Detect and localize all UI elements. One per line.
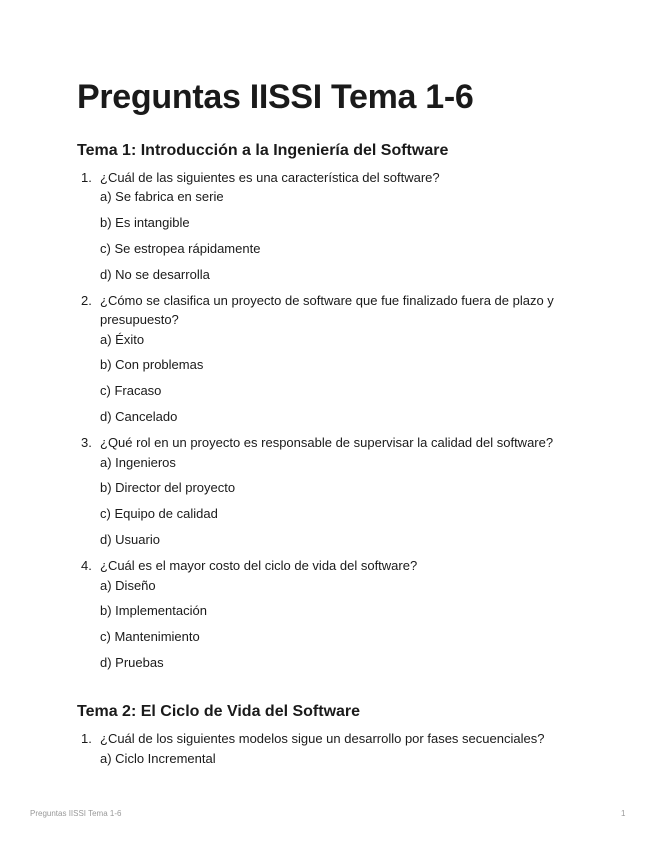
page-title: Preguntas IISSI Tema 1-6 xyxy=(77,78,474,116)
question-number: 3. xyxy=(81,435,92,451)
answer-option: d) Usuario xyxy=(100,531,160,547)
question-item xyxy=(77,291,597,426)
answer-option: d) No se desarrolla xyxy=(100,266,210,282)
question-item xyxy=(77,433,597,549)
question-text: ¿Cuál de los siguientes modelos sigue un desarrollo por fases secuenciales? xyxy=(100,731,545,747)
question-list xyxy=(77,729,597,768)
answer-option: c) Equipo de calidad xyxy=(100,506,218,522)
answer-option: d) Cancelado xyxy=(100,408,178,424)
question-number: 1. xyxy=(81,170,92,185)
question-number: 1. xyxy=(81,731,92,747)
question-item xyxy=(77,556,597,672)
answer-option: a) Ciclo Incremental xyxy=(100,750,216,766)
answer-option: a) Éxito xyxy=(100,331,145,347)
question-text: ¿Qué rol en un proyecto es responsable de supervisar la calidad del software? xyxy=(100,435,554,451)
answer-option: b) Implementación xyxy=(100,603,207,619)
document-content xyxy=(77,140,597,775)
question-item xyxy=(77,168,597,284)
question-number: 4. xyxy=(81,558,92,574)
page-number: 1 xyxy=(621,809,626,818)
question-text: ¿Cuál de las siguientes es una característica del software? xyxy=(100,170,440,185)
question-list xyxy=(77,168,597,672)
question-number: 2. xyxy=(81,292,92,308)
answer-option: c) Fracaso xyxy=(100,383,162,399)
answer-option: b) Con problemas xyxy=(100,357,204,373)
answer-option: b) Director del proyecto xyxy=(100,480,236,496)
section-heading: Tema 2: El Ciclo de Vida del Software xyxy=(77,703,361,721)
question-text: ¿Cómo se clasifica un proyecto de software que fue finalizado fuera de plazo y presupuesto? xyxy=(100,292,554,328)
section-heading: Tema 1: Introducción a la Ingeniería del Software xyxy=(77,142,449,159)
question-text: ¿Cuál es el mayor costo del ciclo de vida del software? xyxy=(100,558,418,574)
answer-option: a) Se fabrica en serie xyxy=(100,189,224,205)
answer-option: c) Mantenimiento xyxy=(100,629,200,645)
answer-option: b) Es intangible xyxy=(100,215,190,231)
question-item xyxy=(77,729,597,768)
answer-option: d) Pruebas xyxy=(100,654,164,670)
answer-option: a) Ingenieros xyxy=(100,454,176,470)
footer-title: Preguntas IISSI Tema 1-6 xyxy=(30,809,122,818)
answer-option: c) Se estropea rápidamente xyxy=(100,240,261,256)
answer-option: a) Diseño xyxy=(100,577,156,593)
